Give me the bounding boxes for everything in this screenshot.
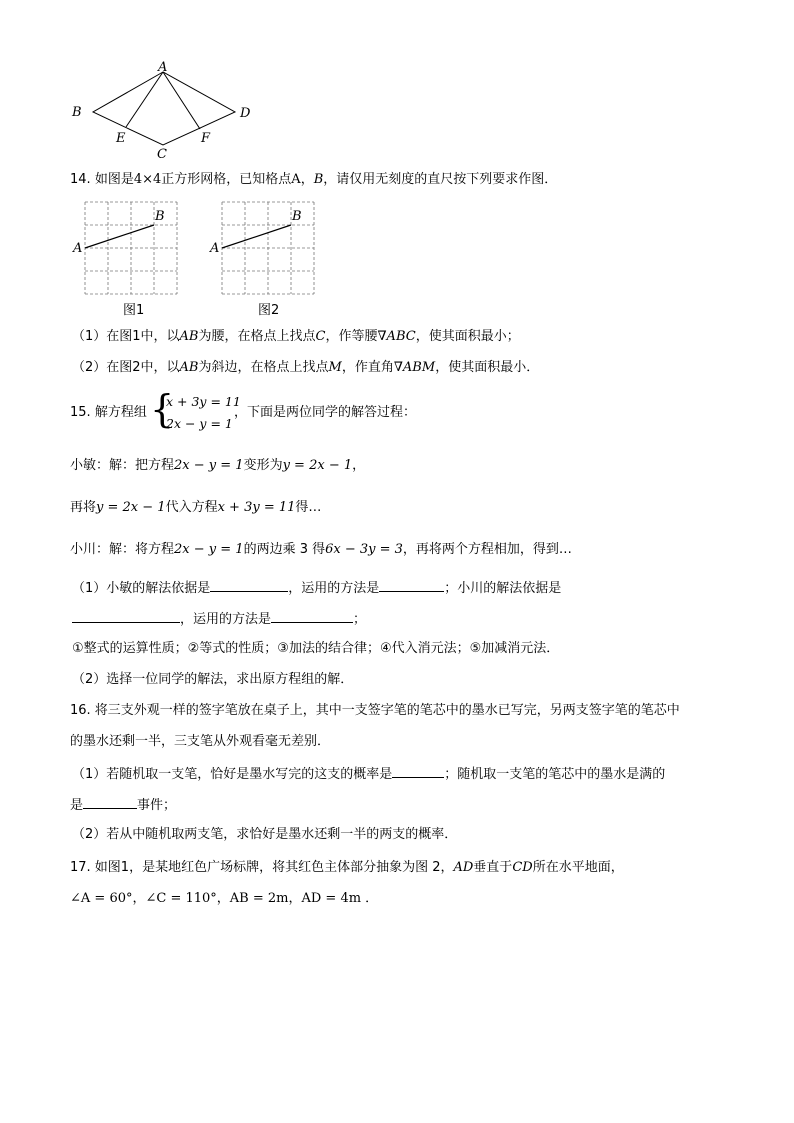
grid2-label-a: A: [210, 241, 220, 256]
grid-figures: [70, 198, 330, 320]
grid1-label-a: A: [73, 241, 83, 256]
grid1-caption: 图1: [123, 303, 145, 318]
system-eq2: 2x − y = 1: [166, 416, 233, 431]
q15-stem-start: 15. 解方程组: [70, 405, 147, 420]
q15-part1-line1: （1）小敏的解法依据是 ，运用的方法是 ；小川的解法依据是: [72, 577, 561, 599]
q17-line2: ∠A = 60°，∠C = 110°，AB = 2m，AD = 4m ．: [70, 891, 379, 906]
q16-line1: 16. 将三支外观一样的签字笔放在桌子上，其中一支签字笔的笔芯中的墨水已写完，另两支签字笔的笔芯中: [70, 703, 680, 718]
answer-blank-5[interactable]: [392, 763, 444, 778]
q14-part2: （2）在图2中，以AB为斜边，在格点上找点M，作直角∇ABM，使其面积最小．: [72, 360, 540, 375]
system-brace: {: [150, 387, 175, 431]
label-a: A: [158, 60, 168, 75]
xiaomin-line1: 小敏：解：把方程2x − y = 1变形为y = 2x − 1，: [70, 458, 366, 473]
q15-options: ①整式的运算性质；②等式的性质；③加法的结合律；④代入消元法；⑤加减消元法．: [72, 641, 560, 656]
answer-blank-1[interactable]: [210, 577, 288, 592]
q14-part1: （1）在图1中，以AB为腰，在格点上找点C，作等腰∇ABC，使其面积最小；: [72, 329, 520, 344]
xiaomin-line2: 再将y = 2x − 1代入方程x + 3y = 11得…: [70, 500, 322, 515]
q17-line1: 17. 如图1，是某地红色广场标牌，将其红色主体部分抽象为图 2，AD垂直于CD所在水平地面，: [70, 860, 624, 875]
q15-part2: （2）选择一位同学的解法，求出原方程组的解．: [72, 672, 354, 687]
q14-stem: 14. 如图是4×4正方形网格，已知格点A，B，请仅用无刻度的直尺按下列要求作图．: [70, 172, 558, 187]
label-f: F: [201, 131, 211, 146]
grid2-label-b: B: [292, 209, 302, 224]
answer-blank-6[interactable]: [83, 794, 137, 809]
grid2-caption: 图2: [258, 303, 280, 318]
xiaochuan-line: 小川：解：将方程2x − y = 1的两边乘 3 得6x − 3y = 3，再将两个方程相加，得到…: [70, 542, 572, 557]
label-b: B: [72, 105, 82, 120]
q15-stem-end: ，下面是两位同学的解答过程：: [234, 405, 417, 420]
answer-blank-3[interactable]: [72, 608, 180, 623]
q16-part1: （1）若随机取一支笔，恰好是墨水写完的这支的概率是 ；随机取一支笔的笔芯中的墨水是满的: [72, 763, 665, 785]
q15-part1-line2: ，运用的方法是 ；: [72, 608, 366, 630]
label-e: E: [116, 131, 126, 146]
q16-line2: 的墨水还剩一半，三支笔从外观看毫无差别．: [70, 734, 331, 749]
q16-part2: （2）若从中随机取两支笔，求恰好是墨水还剩一半的两支的概率．: [72, 827, 458, 842]
answer-blank-2[interactable]: [379, 577, 444, 592]
q16-part1-cont: 是 事件；: [70, 794, 176, 816]
answer-blank-4[interactable]: [271, 608, 353, 623]
system-eq1: x + 3y = 11: [166, 394, 241, 409]
label-d: D: [240, 106, 251, 121]
rhombus-figure: [60, 60, 270, 165]
label-c: C: [157, 147, 167, 162]
grid1-label-b: B: [155, 209, 165, 224]
